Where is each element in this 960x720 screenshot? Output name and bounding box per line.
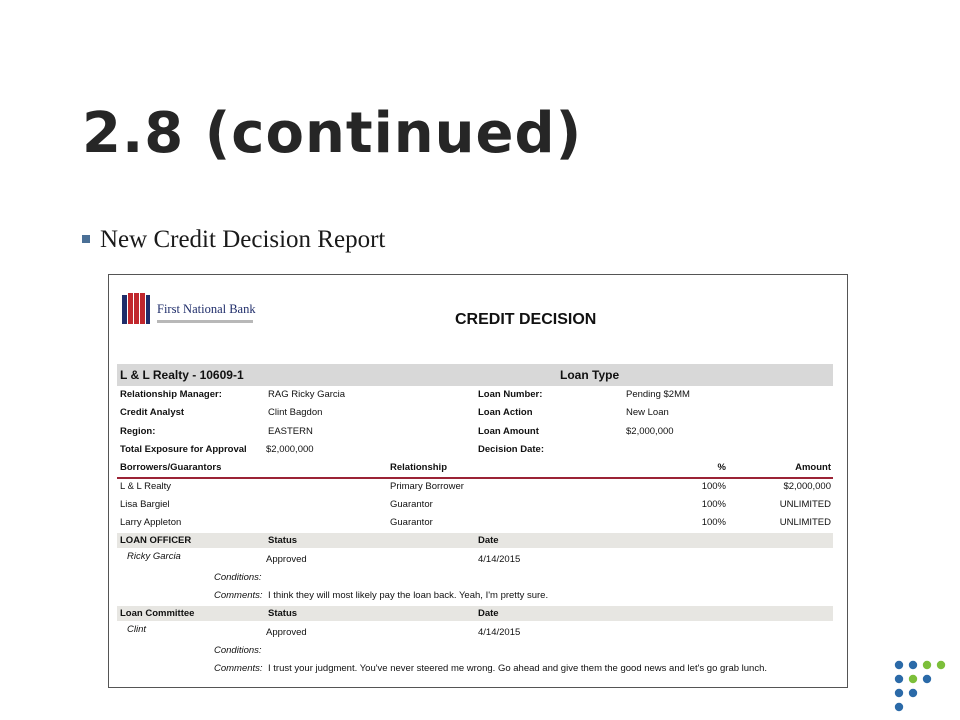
borrower-amount: UNLIMITED: [779, 499, 831, 510]
borrower-name: Larry Appleton: [120, 517, 182, 528]
loan-officer-band: [117, 533, 833, 548]
loan-officer-date-label: Date: [478, 535, 499, 546]
loan-committee-status: Approved: [266, 627, 307, 638]
field-label: Loan Action: [478, 407, 533, 418]
field-label: Loan Number:: [478, 389, 543, 400]
credit-decision-report: [108, 274, 848, 688]
loan-type-header: Loan Type: [560, 368, 620, 382]
loan-committee-name: Clint: [127, 624, 147, 635]
loan-officer-comments: I think they will most likely pay the loan back. Yeah, I'm pretty sure.: [268, 590, 549, 601]
field-label: Relationship Manager:: [120, 389, 222, 400]
bank-name: First National Bank: [157, 302, 256, 316]
column-header: Borrowers/Guarantors: [120, 462, 222, 473]
bank-logo-icon: [121, 292, 151, 326]
borrower-name: L & L Realty: [120, 481, 172, 492]
loan-officer-name: Ricky Garcia: [127, 551, 181, 562]
borrower-percent: 100%: [701, 481, 726, 492]
loan-officer-conditions-label: Conditions:: [214, 572, 262, 583]
loan-committee-date: 4/14/2015: [478, 627, 521, 638]
bank-logo: [121, 292, 256, 326]
borrower-amount: UNLIMITED: [779, 517, 831, 528]
field-label: Decision Date:: [478, 444, 544, 455]
loan-committee-conditions-label: Conditions:: [214, 645, 262, 656]
loan-officer-date: 4/14/2015: [478, 554, 521, 565]
field-value: Clint Bagdon: [268, 407, 323, 418]
borrower-header: L & L Realty - 10609-1: [120, 368, 244, 382]
field-value: New Loan: [626, 407, 669, 418]
borrower-percent: 100%: [701, 517, 726, 528]
bullet-marker-icon: [82, 235, 90, 243]
dot-logo-icon: [894, 660, 950, 716]
field-value: $2,000,000: [626, 426, 674, 437]
field-value: $2,000,000: [266, 444, 314, 455]
field-value: RAG Ricky Garcia: [268, 389, 346, 400]
field-value: EASTERN: [268, 426, 313, 437]
logo-underline: [157, 320, 253, 323]
borrower-name: Lisa Bargiel: [120, 499, 170, 510]
loan-officer-status: Approved: [266, 554, 307, 565]
borrower-percent: 100%: [701, 499, 726, 510]
loan-committee-status-label: Status: [268, 608, 298, 619]
borrower-relationship: Primary Borrower: [390, 481, 464, 492]
report-title: CREDIT DECISION: [455, 311, 597, 328]
field-label: Region:: [120, 426, 156, 437]
field-label: Total Exposure for Approval: [120, 444, 247, 455]
borrower-amount: $2,000,000: [783, 481, 831, 492]
loan-committee-comments: I trust your judgment. You've never steered me wrong. Go ahead and give them the good news and let's go grab lunch.: [268, 663, 767, 674]
loan-officer-comments-label: Comments:: [214, 590, 263, 601]
slide-title: 2.8 (continued): [82, 101, 583, 166]
field-label: Credit Analyst: [120, 407, 185, 418]
loan-committee-band: [117, 606, 833, 621]
loan-committee-comments-label: Comments:: [214, 663, 263, 674]
loan-officer-header: LOAN OFFICER: [120, 535, 192, 546]
table-rule: [117, 477, 833, 479]
bullet-text: New Credit Decision Report: [100, 226, 386, 253]
column-header: Relationship: [390, 462, 448, 473]
bullet-item: [82, 226, 385, 254]
field-value: Pending $2MM: [626, 389, 690, 400]
loan-officer-status-label: Status: [268, 535, 298, 546]
borrower-relationship: Guarantor: [390, 499, 433, 510]
borrower-relationship: Guarantor: [390, 517, 433, 528]
loan-committee-header: Loan Committee: [120, 608, 195, 619]
column-header: Amount: [795, 462, 831, 473]
field-label: Loan Amount: [478, 426, 539, 437]
column-header: %: [717, 462, 726, 473]
loan-committee-date-label: Date: [478, 608, 499, 619]
